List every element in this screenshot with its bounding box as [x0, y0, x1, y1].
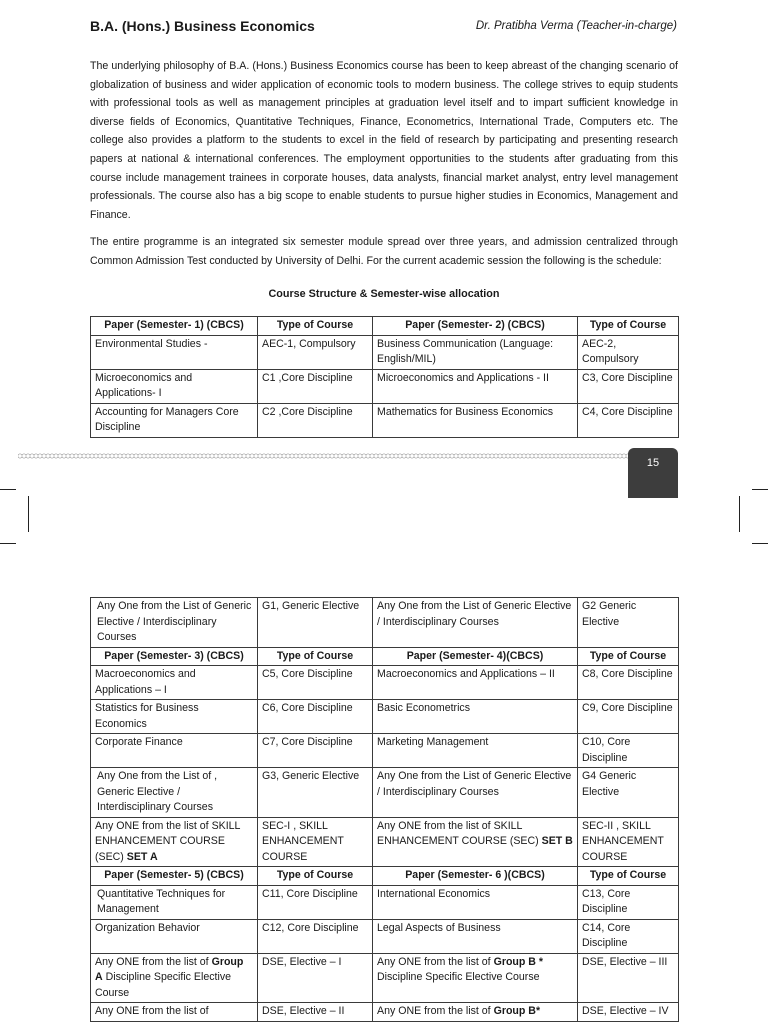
- table-cell: Environmental Studies -: [91, 335, 258, 369]
- group-label: Group A: [95, 955, 244, 983]
- table-cell: C3, Core Discipline: [578, 369, 679, 403]
- crop-mark: [752, 489, 768, 490]
- table-header-row: [91, 867, 679, 886]
- table-cell: DSE, Elective – I: [258, 953, 373, 1003]
- cell-text: Any ONE from the list of: [377, 955, 491, 968]
- table-row: [91, 335, 679, 369]
- table-cell: Accounting for Managers Core Discipline: [91, 403, 258, 437]
- table-cell: C13, Core Discipline: [578, 885, 679, 919]
- table-cell: C9, Core Discipline: [578, 700, 679, 734]
- schedule-paragraph: The entire programme is an integrated six semester module spread over three years, and admission centralized through Common Admission Test conducted by University of Delhi. For the current academic session the following is the schedule:: [90, 236, 678, 267]
- crop-mark: [0, 543, 16, 544]
- table-caption: Course Structure & Semester-wise allocation: [268, 288, 500, 300]
- table-cell: Any One from the List of Generic Elective / Interdisciplinary Courses: [373, 768, 578, 818]
- table-row: [91, 369, 679, 403]
- table-cell: [91, 1003, 258, 1022]
- table-header-row: [91, 317, 679, 336]
- table-cell: DSE, Elective – IV: [578, 1003, 679, 1022]
- table-header-cell: Type of Course: [578, 647, 679, 666]
- table-row: [91, 598, 679, 648]
- table-cell: Statistics for Business Economics: [91, 700, 258, 734]
- table-cell: C2 ,Core Discipline: [258, 403, 373, 437]
- table-cell: C7, Core Discipline: [258, 734, 373, 768]
- cell-text: Discipline Specific Elective Course: [377, 971, 540, 983]
- group-label: Group B *: [493, 955, 544, 968]
- table-cell: Any One from the List of Generic Elective / Interdisciplinary Courses: [373, 598, 578, 648]
- table-cell: Organization Behavior: [91, 919, 258, 953]
- table-header-cell: Paper (Semester- 5) (CBCS): [91, 867, 258, 886]
- table-cell: Microeconomics and Applications - II: [373, 369, 578, 403]
- table-header-cell: Paper (Semester- 1) (CBCS): [91, 317, 258, 336]
- table-cell: G2 Generic Elective: [578, 598, 679, 648]
- intro-paragraph: The underlying philosophy of B.A. (Hons.) Business Economics course has been to keep abreast of the changing scenario of globalization of business and wider application of economic tools to modern business. The college strives to equip students with professional tools as well as management principles at graduation level itself and to impart sufficient knowledge in diverse fields of Economics, Quantitative Techniques, Finance, Econometrics, International Trade, Computers etc. The college also provides a platform to the students to excel in the field of research by participating and presenting research papers at national & international conferences. The employment opportunities to the students after graduating from this course include management trainees in corporate houses, data analysts, financial market analyst, entry level management professionals. The course also has a big scope to enable students to pursue higher studies in Economics, Management and Finance.: [90, 60, 678, 221]
- table-cell: C10, Core Discipline: [578, 734, 679, 768]
- table-cell: C6, Core Discipline: [258, 700, 373, 734]
- table-cell: Basic Econometrics: [373, 700, 578, 734]
- crop-mark: [752, 543, 768, 544]
- set-label: SET A: [126, 850, 158, 863]
- table-row: [91, 734, 679, 768]
- table-header-cell: Paper (Semester- 3) (CBCS): [91, 647, 258, 666]
- group-label: Group B*: [493, 1005, 541, 1017]
- table-cell: SEC-I , SKILL ENHANCEMENT COURSE: [258, 817, 373, 867]
- set-label: SET B: [541, 835, 573, 847]
- table-cell: AEC-1, Compulsory: [258, 335, 373, 369]
- table-row: [91, 403, 679, 437]
- table-cell: Marketing Management: [373, 734, 578, 768]
- table-header-cell: Paper (Semester- 4)(CBCS): [373, 647, 578, 666]
- cell-text: Any ONE from the list of: [377, 1005, 491, 1017]
- table-cell: Microeconomics and Applications- I: [91, 369, 258, 403]
- table-cell: SEC-II , SKILL ENHANCEMENT COURSE: [578, 817, 679, 867]
- table-cell: C11, Core Discipline: [258, 885, 373, 919]
- cell-text: Any ONE from the list of SKILL ENHANCEMENT COURSE (SEC): [95, 819, 241, 863]
- table-header-cell: Type of Course: [258, 647, 373, 666]
- table-header-cell: Paper (Semester- 2) (CBCS): [373, 317, 578, 336]
- table-cell: C8, Core Discipline: [578, 666, 679, 700]
- table-cell: DSE, Elective – III: [578, 953, 679, 1003]
- table-cell: Macroeconomics and Applications – II: [373, 666, 578, 700]
- table-cell: G1, Generic Elective: [258, 598, 373, 648]
- table-header-cell: Type of Course: [578, 317, 679, 336]
- table-row: [91, 1003, 679, 1022]
- table-cell: International Economics: [373, 885, 578, 919]
- table-cell: C1 ,Core Discipline: [258, 369, 373, 403]
- table-cell: Any One from the List of Generic Elective / Interdisciplinary Courses: [91, 598, 258, 648]
- table-row: [91, 817, 679, 867]
- table-row: [91, 919, 679, 953]
- table-header-cell: Type of Course: [578, 867, 679, 886]
- table-cell: Mathematics for Business Economics: [373, 403, 578, 437]
- doc-title: B.A. (Hons.) Business Economics: [90, 18, 315, 34]
- page-number: 15: [646, 457, 660, 469]
- table-cell: AEC-2, Compulsory: [578, 335, 679, 369]
- crop-mark: [0, 489, 16, 490]
- page-number-tab: [628, 448, 678, 498]
- cell-text: Any ONE from the list of: [95, 1005, 209, 1017]
- author-line: Dr. Pratibha Verma (Teacher-in-charge): [475, 20, 677, 32]
- table-cell: [373, 953, 578, 1003]
- table-header-cell: Type of Course: [258, 317, 373, 336]
- cell-text: Discipline Specific Elective Course: [95, 971, 232, 999]
- table-cell: [91, 953, 258, 1003]
- cell-text: Any ONE from the list of SKILL ENHANCEMENT COURSE (SEC): [377, 819, 539, 847]
- table-cell: [373, 1003, 578, 1022]
- table-cell: Corporate Finance: [91, 734, 258, 768]
- cell-text: Any ONE from the list of: [95, 955, 209, 968]
- table-cell: Legal Aspects of Business: [373, 919, 578, 953]
- table-cell: Any One from the List of , Generic Elective / Interdisciplinary Courses: [91, 768, 258, 818]
- table-cell: G3, Generic Elective: [258, 768, 373, 818]
- table-cell: C14, Core Discipline: [578, 919, 679, 953]
- table-cell: C5, Core Discipline: [258, 666, 373, 700]
- table-cell: [91, 817, 258, 867]
- table-cell: G4 Generic Elective: [578, 768, 679, 818]
- table-header-row: [91, 647, 679, 666]
- course-table-semesters-3-6: [90, 597, 679, 1022]
- table-header-cell: Type of Course: [258, 867, 373, 886]
- table-cell: C4, Core Discipline: [578, 403, 679, 437]
- course-table-semesters-1-2: [90, 316, 679, 438]
- table-row: [91, 768, 679, 818]
- table-cell: C12, Core Discipline: [258, 919, 373, 953]
- decorative-divider: [18, 452, 630, 462]
- table-row: [91, 885, 679, 919]
- table-cell: Quantitative Techniques for Management: [91, 885, 258, 919]
- table-row: [91, 700, 679, 734]
- table-cell: DSE, Elective – II: [258, 1003, 373, 1022]
- table-cell: [373, 817, 578, 867]
- crop-mark: [739, 496, 740, 532]
- table-cell: Macroeconomics and Applications – I: [91, 666, 258, 700]
- crop-mark: [28, 496, 29, 532]
- table-header-cell: Paper (Semester- 6 )(CBCS): [373, 867, 578, 886]
- table-row: [91, 953, 679, 1003]
- table-row: [91, 666, 679, 700]
- table-cell: Business Communication (Language: English/MIL): [373, 335, 578, 369]
